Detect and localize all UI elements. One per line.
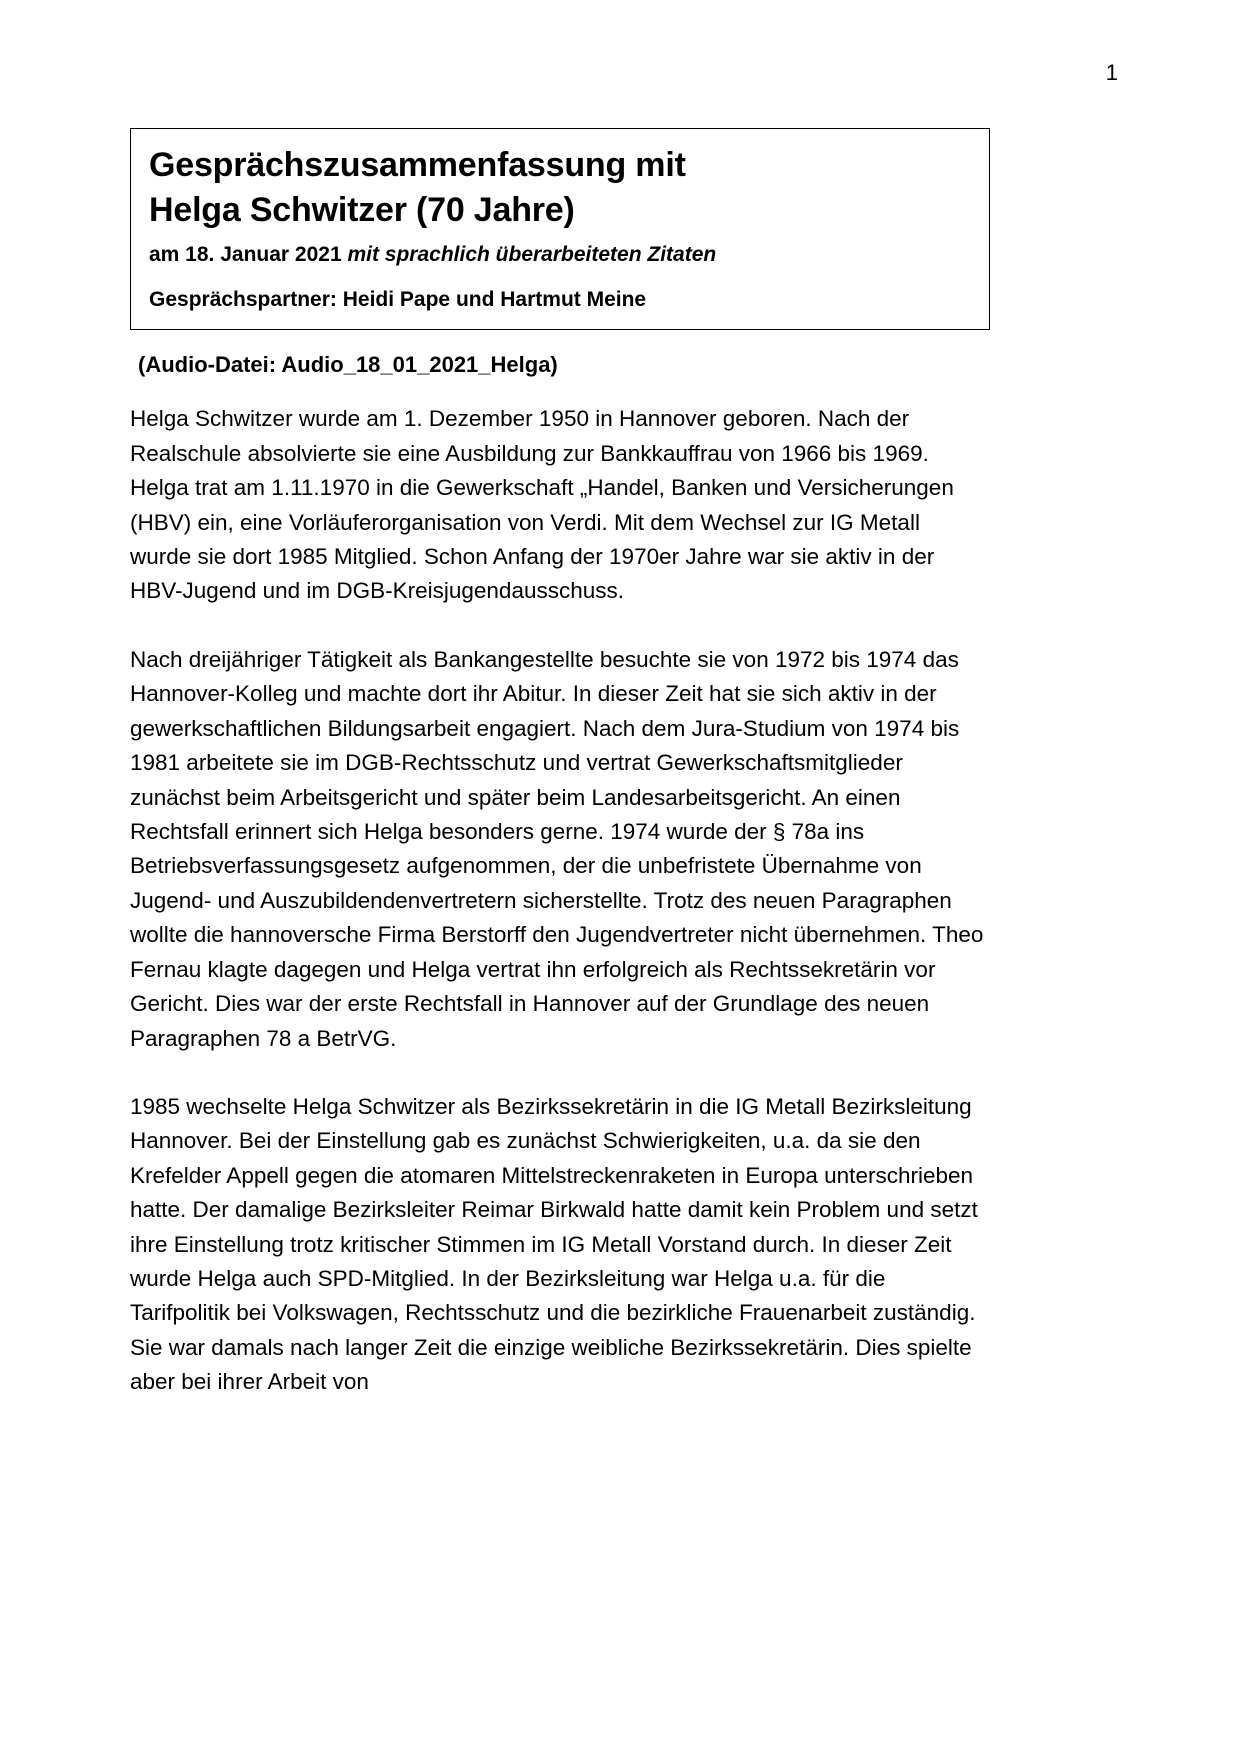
title-box: [130, 128, 990, 330]
paragraph: Helga Schwitzer wurde am 1. Dezember 1950 in Hannover geboren. Nach der Realschule absolvierte sie eine Ausbildung zur Bankkauffrau von 1966 bis 1969. Helga trat am 1.11.1970 in die Gewerkschaft „Handel, Banken und Versicherungen (HBV) ein, eine Vorläuferorganisation von Verdi. Mit dem Wechsel zur IG Metall wurde sie dort 1985 Mitglied. Schon Anfang der 1970er Jahre war sie aktiv in der HBV-Jugend und im DGB-Kreisjugendausschuss.: [130, 406, 954, 604]
interview-partners: Gesprächspartner: Heidi Pape und Hartmut Meine: [149, 288, 647, 312]
audio-file-reference: (Audio-Datei: Audio_18_01_2021_Helga): [138, 352, 558, 378]
subtitle-date: am 18. Januar 2021: [149, 242, 348, 266]
page-number: 1: [1105, 60, 1118, 85]
paragraph: Nach dreijähriger Tätigkeit als Bankangestellte besuchte sie von 1972 bis 1974 das Hannover-Kolleg und machte dort ihr Abitur. In dieser Zeit hat sie sich aktiv in der gewerkschaftlichen Bildungsarbeit engagiert. Nach dem Jura-Studium von 1974 bis 1981 arbeitete sie im DGB-Rechtsschutz und vertrat Gewerkschaftsmitglieder zunächst beim Arbeitsgericht und später beim Landesarbeitsgericht. An einen Rechtsfall erinnert sich Helga besonders gerne. 1974 wurde der § 78a ins Betriebsverfassungsgesetz aufgenommen, der die unbefristete Übernahme von Jugend- und Auszubildendenvertretern sicherstellte. Trotz des neuen Paragraphen wollte die hannoversche Firma Berstorff den Jugendvertreter nicht übernehmen. Theo Fernau klagte dagegen und Helga vertrat ihn erfolgreich als Rechtssekretärin vor Gericht. Dies war der erste Rechtsfall in Hannover auf der Grundlage des neuen Paragraphen 78 a BetrVG.: [130, 646, 984, 1051]
title-line-1: Gesprächszusammenfassung mit: [149, 146, 686, 184]
subtitle-note: mit sprachlich überarbeiteten Zitaten: [347, 242, 717, 266]
paragraph: 1985 wechselte Helga Schwitzer als Bezirkssekretärin in die IG Metall Bezirksleitung Hannover. Bei der Einstellung gab es zunächst Schwierigkeiten, u.a. da sie den Krefelder Appell gegen die atomaren Mittelstreckenraketen in Europa unterschrieben hatte. Der damalige Bezirksleiter Reimar Birkwald hatte damit kein Problem und setzt ihre Einstellung trotz kritischer Stimmen im IG Metall Vorstand durch. In dieser Zeit wurde Helga auch SPD-Mitglied. In der Bezirksleitung war Helga u.a. für die Tarifpolitik bei Volkswagen, Rechtsschutz und die bezirkliche Frauenarbeit zuständig. Sie war damals nach langer Zeit die einzige weibliche Bezirkssekretärin. Dies spielte aber bei ihrer Arbeit von: [130, 1093, 978, 1395]
page-title: [149, 143, 971, 233]
body-text: [130, 402, 1120, 1399]
title-line-2: Helga Schwitzer (70 Jahre): [149, 190, 575, 229]
document-subtitle: [149, 241, 971, 268]
